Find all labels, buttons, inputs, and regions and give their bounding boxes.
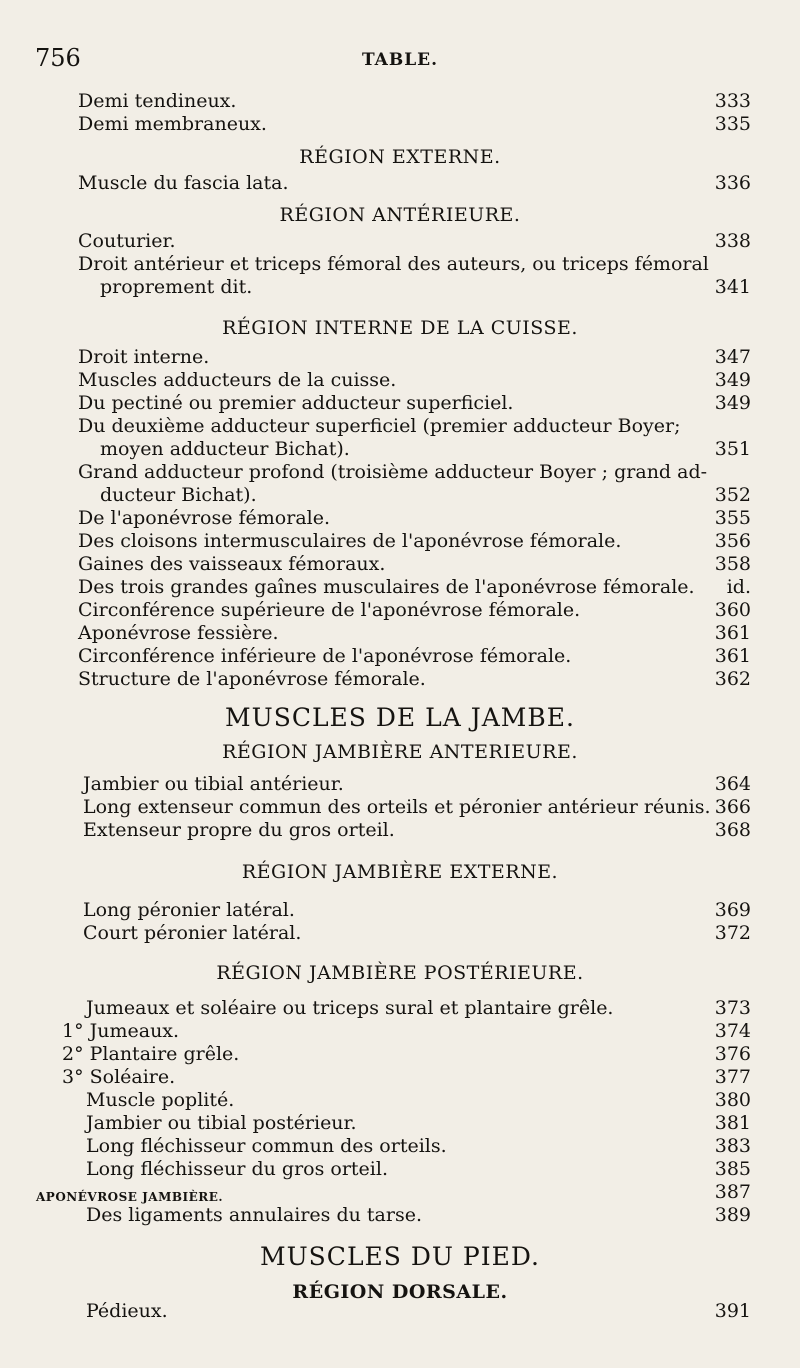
entry-title: Long fléchisseur commun des orteils. <box>86 1135 447 1157</box>
entry-page: 355 <box>714 507 751 529</box>
entry-title: Aponévrose fessière. <box>78 622 279 644</box>
entry-page: 368 <box>714 819 751 841</box>
section-heading: RÉGION JAMBIÈRE EXTERNE. <box>241 861 559 883</box>
entry-title: Droit antérieur et triceps fémoral des auteurs, ou triceps fémoral <box>78 253 709 275</box>
entry-title: Des cloisons intermusculaires de l'aponévrose fémorale. <box>78 530 622 552</box>
entry-page: 366 <box>714 796 751 818</box>
entry-page: 391 <box>714 1300 751 1322</box>
entry-page: 351 <box>714 438 751 460</box>
entry-page: 374 <box>714 1020 751 1042</box>
section-heading: RÉGION JAMBIÈRE ANTERIEURE. <box>222 741 578 763</box>
entry-page: 385 <box>714 1158 751 1180</box>
entry-page: 361 <box>714 645 751 667</box>
entry-title: Circonférence supérieure de l'aponévrose fémorale. <box>78 599 581 621</box>
entry-page: 389 <box>714 1204 751 1226</box>
entry-title: Droit interne. <box>78 346 210 368</box>
entry-page: 360 <box>714 599 751 621</box>
entry-title: 1° Jumeaux. <box>62 1020 180 1042</box>
entry-page: 372 <box>714 922 751 944</box>
entry-title: Extenseur propre du gros orteil. <box>83 819 395 841</box>
entry-title: 3° Soléaire. <box>62 1066 176 1088</box>
entry-title: Circonférence inférieure de l'aponévrose fémorale. <box>78 645 572 667</box>
entry-page: 373 <box>714 997 751 1019</box>
running-title: TABLE. <box>361 50 439 70</box>
entry-page: 352 <box>714 484 751 506</box>
page-header <box>0 44 800 76</box>
entry-title: 2° Plantaire grêle. <box>62 1043 240 1065</box>
entry-title: Du deuxième adducteur superficiel (premier adducteur Boyer; <box>78 415 681 437</box>
section-heading: RÉGION JAMBIÈRE POSTÉRIEURE. <box>216 962 584 984</box>
entry-page: 383 <box>714 1135 751 1157</box>
entry-page: 362 <box>714 668 751 690</box>
entry-page: 380 <box>714 1089 751 1111</box>
entry-page: 341 <box>714 276 751 298</box>
section-heading: RÉGION ANTÉRIEURE. <box>279 204 521 226</box>
entry-title: Demi tendineux. <box>78 90 237 112</box>
entry-page: 387 <box>714 1181 751 1203</box>
entry-title-continuation: ducteur Bichat). <box>100 484 257 506</box>
entry-title: Demi membraneux. <box>78 113 267 135</box>
entry-title-continuation: proprement dit. <box>100 276 253 298</box>
entry-page: 335 <box>714 113 751 135</box>
entry-title: Muscles adducteurs de la cuisse. <box>78 369 397 391</box>
entry-title: Grand adducteur profond (troisième adducteur Boyer ; grand ad- <box>78 461 708 483</box>
entry-title: Jumeaux et soléaire ou triceps sural et plantaire grêle. <box>86 997 614 1019</box>
entry-title: Couturier. <box>78 230 176 252</box>
entry-page: 364 <box>714 773 751 795</box>
entry-title: APONÉVROSE JAMBIÈRE. <box>36 1190 224 1204</box>
entry-page: 333 <box>714 90 751 112</box>
entry-page: 361 <box>714 622 751 644</box>
entry-page: 381 <box>714 1112 751 1134</box>
entry-title: Du pectiné ou premier adducteur superficiel. <box>78 392 514 414</box>
entry-title: Pédieux. <box>86 1300 168 1322</box>
entry-page: 349 <box>714 392 751 414</box>
entry-page: 338 <box>714 230 751 252</box>
entry-title: Jambier ou tibial postérieur. <box>86 1112 357 1134</box>
entry-title: Muscle du fascia lata. <box>78 172 289 194</box>
entry-page: 356 <box>714 530 751 552</box>
section-heading: RÉGION EXTERNE. <box>299 146 501 168</box>
entry-title: Muscle poplité. <box>86 1089 235 1111</box>
section-heading: RÉGION DORSALE. <box>292 1281 508 1303</box>
entry-title: Jambier ou tibial antérieur. <box>83 773 344 795</box>
entry-page: 377 <box>714 1066 751 1088</box>
entry-page: 336 <box>714 172 751 194</box>
section-heading: RÉGION INTERNE DE LA CUISSE. <box>222 317 578 339</box>
entry-title: Long péronier latéral. <box>83 899 295 921</box>
entry-title: Court péronier latéral. <box>83 922 302 944</box>
chapter-heading: MUSCLES DE LA JAMBE. <box>225 703 575 732</box>
entry-title: Long extenseur commun des orteils et péronier antérieur réunis. <box>83 796 711 818</box>
entry-title: Long fléchisseur du gros orteil. <box>86 1158 388 1180</box>
entry-page: 347 <box>714 346 751 368</box>
entry-title: Structure de l'aponévrose fémorale. <box>78 668 426 690</box>
chapter-heading: MUSCLES DU PIED. <box>260 1242 540 1271</box>
entry-page: 358 <box>714 553 751 575</box>
entry-title: De l'aponévrose fémorale. <box>78 507 331 529</box>
entry-title: Des ligaments annulaires du tarse. <box>86 1204 422 1226</box>
entry-page: 376 <box>714 1043 751 1065</box>
page-number: 756 <box>35 44 81 72</box>
entry-page: id. <box>726 576 751 598</box>
entry-page: 349 <box>714 369 751 391</box>
entry-title: Gaines des vaisseaux fémoraux. <box>78 553 386 575</box>
entry-title-continuation: moyen adducteur Bichat). <box>100 438 350 460</box>
entry-page: 369 <box>714 899 751 921</box>
entry-title: Des trois grandes gaînes musculaires de l'aponévrose fémorale. <box>78 576 695 598</box>
